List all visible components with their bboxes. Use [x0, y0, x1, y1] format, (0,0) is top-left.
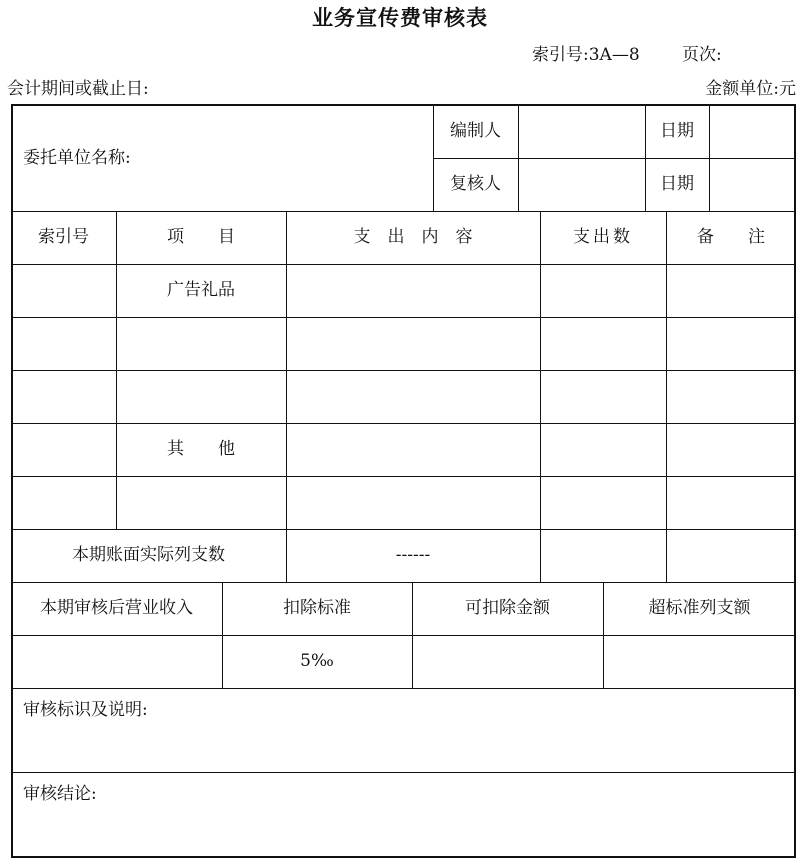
- preparer-field[interactable]: [518, 104, 645, 158]
- prepared-date-field[interactable]: [709, 104, 796, 158]
- table-row-item: 广告礼品: [167, 280, 235, 300]
- table-row-item: [116, 317, 286, 370]
- deductible-amount-header: 可扣除金额: [465, 598, 550, 618]
- column-header-expense-content: 支 出 内 容: [353, 227, 473, 247]
- column-header-index: 索引号: [38, 227, 89, 247]
- review-date-field[interactable]: [709, 158, 796, 211]
- page-number-label: 页次:: [682, 45, 722, 65]
- column-header-amount: 支出数: [573, 227, 633, 247]
- audited-revenue-header: 本期审核后营业收入: [40, 598, 193, 618]
- excess-amount-header: 超标准列支额: [648, 598, 751, 618]
- client-name-label: 委托单位名称:: [23, 148, 131, 168]
- amount-unit-label: 金额单位:元: [705, 79, 796, 99]
- column-header-item: 项 目: [167, 227, 235, 247]
- reviewer-label: 复核人: [450, 174, 501, 194]
- column-header-remarks: 备 注: [697, 227, 765, 247]
- reviewer-field[interactable]: [518, 158, 645, 211]
- table-row-item: 其 他: [167, 439, 235, 459]
- audit-notes-label: 审核标识及说明:: [23, 700, 148, 720]
- deduction-standard-header: 扣除标准: [283, 598, 351, 618]
- review-date-label: 日期: [660, 174, 694, 194]
- rule: [540, 211, 541, 582]
- prepared-date-label: 日期: [660, 120, 694, 141]
- rule: [286, 211, 287, 582]
- accounting-period-label: 会计期间或截止日:: [7, 79, 149, 99]
- audit-conclusion-label: 审核结论:: [23, 784, 97, 804]
- table-row-item: [116, 370, 286, 423]
- index-reference: 索引号:3A—8: [532, 45, 640, 65]
- actual-expense-content: ------: [395, 545, 431, 565]
- form-title: 业务宣传费审核表: [312, 5, 488, 30]
- rule: [666, 211, 667, 582]
- preparer-label: 编制人: [450, 120, 501, 141]
- deduction-standard-rate: 5‰: [300, 651, 334, 671]
- table-row-item: [116, 476, 286, 529]
- actual-expense-label: 本期账面实际列支数: [72, 545, 225, 565]
